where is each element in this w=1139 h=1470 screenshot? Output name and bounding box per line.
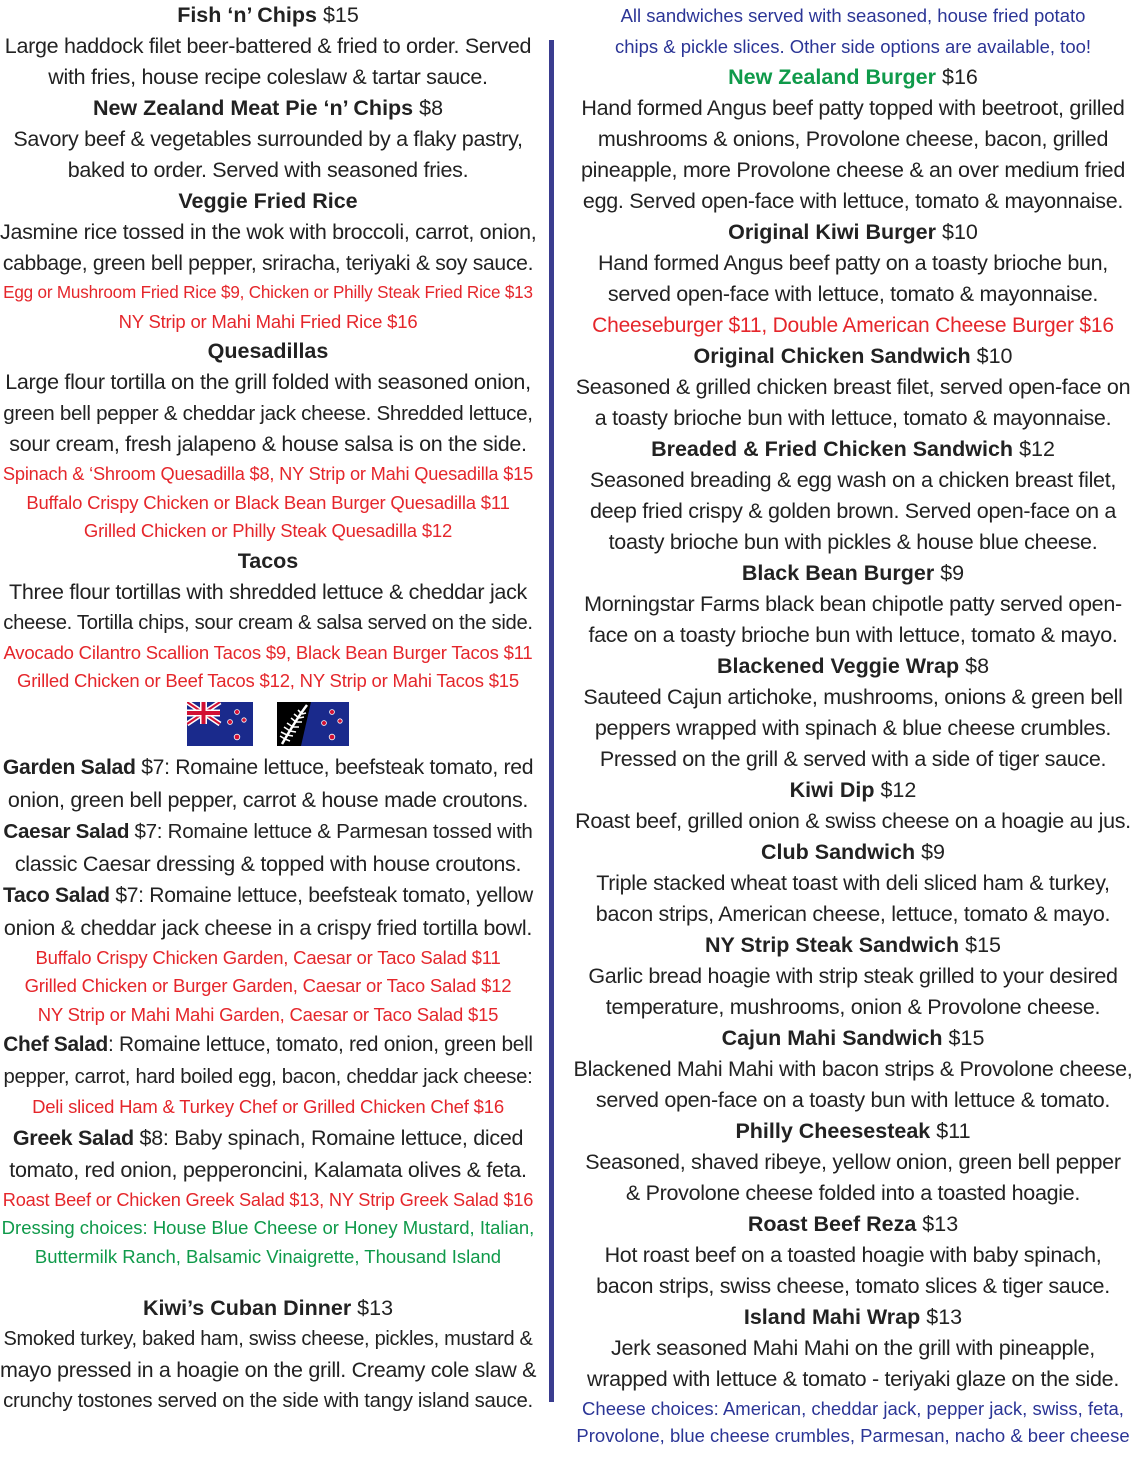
item-desc: Hot roast beef on a toasted hoagie with baby spinach, — [604, 1243, 1102, 1267]
flags-row — [0, 696, 536, 752]
dressing-note: Buttermilk Ranch, Balsamic Vinaigrette, Thousand Island — [34, 1245, 502, 1267]
item-desc: a toasty brioche bun with lettuce, tomato & mayonnaise. — [594, 406, 1112, 430]
item-desc: egg. Served open-face with lettuce, tomato & mayonnaise. — [582, 189, 1124, 213]
item-desc: Hand formed Angus beef patty on a toasty brioche bun, — [597, 251, 1108, 275]
item-option: NY Strip or Mahi Mahi Fried Rice $16 — [118, 310, 418, 332]
item-desc: Smoked turkey, baked ham, swiss cheese, pickles, mustard & — [3, 1328, 533, 1350]
item-desc: Three flour tortillas with shredded lettuce & cheddar jack — [9, 579, 527, 604]
item-desc: Jasmine rice tossed in the wok with broccoli, carrot, onion, — [0, 220, 537, 244]
item-desc: Large haddock filet beer-battered & fried to order. Served — [4, 34, 532, 58]
item-desc: served open-face with lettuce, tomato & mayonnaise. — [607, 282, 1099, 306]
left-column — [0, 0, 536, 1417]
sandwich-intro: chips & pickle slices. Other side options are available, too! — [614, 36, 1092, 57]
item-desc: pineapple, more Provolone cheese & an over medium fried — [580, 158, 1125, 182]
item-title: Caesar Salad $7: Romaine lettuce & Parmesan tossed with — [3, 819, 533, 843]
item-desc: pepper, carrot, hard boiled egg, bacon, cheddar jack cheese: — [3, 1066, 533, 1088]
item-desc: Garlic bread hoagie with strip steak grilled to your desired — [588, 964, 1118, 988]
item-title: New Zealand Burger $16 — [728, 65, 978, 89]
item-desc: mayo pressed in a hoagie on the grill. Creamy cole slaw & — [0, 1358, 537, 1382]
item-title: Greek Salad $8: Baby spinach, Romaine lettuce, diced — [12, 1125, 524, 1150]
item-desc: Morningstar Farms black bean chipotle patty served open- — [584, 592, 1122, 616]
item-title: Black Bean Burger $9 — [741, 561, 965, 585]
item-desc: crunchy tostones served on the side with tangy island sauce. — [3, 1390, 533, 1412]
item-title: Veggie Fried Rice — [178, 189, 358, 213]
item-title: Club Sandwich $9 — [761, 840, 945, 864]
item-option: Spinach & ‘Shroom Quesadilla $8, NY Strip or Mahi Quesadilla $15 — [2, 463, 534, 484]
item-desc: cheese. Tortilla chips, sour cream & salsa served on the side. — [3, 611, 533, 634]
item-desc: Seasoned breading & egg wash on a chicken breast filet, — [589, 468, 1117, 492]
item-desc: & Provolone cheese folded into a toasted hoagie. — [625, 1181, 1081, 1205]
cheese-note: Cheese choices: American, cheddar jack, pepper jack, swiss, feta, — [582, 1398, 1124, 1419]
item-title: Cajun Mahi Sandwich $15 — [721, 1026, 985, 1050]
item-title: Tacos — [237, 548, 299, 573]
item-desc: Hand formed Angus beef patty topped with beetroot, grilled — [581, 96, 1125, 120]
item-option: Roast Beef or Chicken Greek Salad $13, NY Strip Greek Salad $16 — [2, 1189, 534, 1210]
right-column — [570, 0, 1136, 1449]
item-title: Fish ‘n’ Chips $15 — [177, 3, 359, 27]
item-option: Deli sliced Ham & Turkey Chef or Grilled Chicken Chef $16 — [32, 1096, 504, 1117]
item-option: Egg or Mushroom Fried Rice $9, Chicken or Philly Steak Fried Rice $13 — [3, 283, 533, 302]
item-desc: with fries, house recipe coleslaw & tartar sauce. — [48, 65, 488, 89]
item-title: Island Mahi Wrap $13 — [743, 1305, 963, 1329]
item-option: Avocado Cilantro Scallion Tacos $9, Black Bean Burger Tacos $11 — [3, 641, 533, 663]
item-desc: served open-face on a toasty bun with lettuce & tomato. — [595, 1088, 1111, 1112]
item-desc: deep fried crispy & golden brown. Served open-face on a — [589, 499, 1117, 523]
item-option: Buffalo Crispy Chicken Garden, Caesar or Taco Salad $11 — [35, 946, 501, 968]
item-title: Original Chicken Sandwich $10 — [693, 344, 1013, 368]
item-option: Buffalo Crispy Chicken or Black Bean Burger Quesadilla $11 — [26, 491, 510, 513]
item-desc: Jerk seasoned Mahi Mahi on the grill with pineapple, — [611, 1336, 1095, 1360]
item-title: Garden Salad $7: Romaine lettuce, beefsteak tomato, red — [2, 755, 534, 779]
item-desc: bacon strips, American cheese, lettuce, tomato & mayo. — [595, 902, 1111, 926]
item-desc: onion, green bell pepper, carrot & house made croutons. — [7, 787, 529, 812]
cheese-note: Provolone, blue cheese crumbles, Parmesan, nacho & beer cheese — [576, 1425, 1130, 1446]
item-desc: Sauteed Cajun artichoke, mushrooms, onions & green bell — [583, 685, 1123, 709]
item-desc: Seasoned, shaved ribeye, yellow onion, green bell pepper — [585, 1150, 1121, 1174]
new-zealand-flag-icon — [187, 702, 253, 746]
item-desc: wrapped with lettuce & tomato - teriyaki glaze on the side. — [586, 1367, 1120, 1391]
item-title: Quesadillas — [207, 339, 329, 363]
dressing-note: Dressing choices: House Blue Cheese or Honey Mustard, Italian, — [1, 1217, 535, 1238]
item-desc: Large flour tortilla on the grill folded with seasoned onion, — [5, 370, 531, 394]
column-divider — [549, 40, 554, 1402]
item-title: Blackened Veggie Wrap $8 — [716, 654, 990, 678]
item-desc: bacon strips, swiss cheese, tomato slices & tiger sauce. — [596, 1274, 1110, 1298]
item-option: Cheeseburger $11, Double American Cheese Burger $16 — [592, 314, 1114, 337]
item-desc: toasty brioche bun with pickles & house blue cheese. — [608, 530, 1098, 554]
item-desc: Savory beef & vegetables surrounded by a flaky pastry, — [13, 127, 523, 151]
item-desc: Seasoned & grilled chicken breast filet, served open-face on — [575, 375, 1131, 399]
item-desc: mushrooms & onions, Provolone cheese, bacon, grilled — [597, 127, 1109, 151]
item-desc: onion & cheddar jack cheese in a crispy fried tortilla bowl. — [3, 915, 533, 940]
item-option: Grilled Chicken or Beef Tacos $12, NY Strip or Mahi Tacos $15 — [17, 670, 519, 691]
item-option: Grilled Chicken or Burger Garden, Caesar or Taco Salad $12 — [24, 975, 512, 996]
item-desc: Triple stacked wheat toast with deli sliced ham & turkey, — [596, 871, 1110, 895]
item-title: Original Kiwi Burger $10 — [728, 220, 978, 244]
item-title: Taco Salad $7: Romaine lettuce, beefsteak tomato, yellow — [3, 883, 533, 907]
item-desc: classic Caesar dressing & topped with house croutons. — [14, 851, 522, 876]
item-desc: face on a toasty brioche bun with lettuce, tomato & mayo. — [588, 623, 1118, 647]
item-title: New Zealand Meat Pie ‘n’ Chips $8 — [92, 96, 444, 120]
item-desc: Pressed on the grill & served with a side of tiger sauce. — [599, 747, 1107, 771]
item-desc: peppers wrapped with spinach & blue cheese crumbles. — [594, 716, 1112, 740]
item-title: NY Strip Steak Sandwich $15 — [705, 933, 1001, 957]
item-title: Breaded & Fried Chicken Sandwich $12 — [651, 437, 1055, 461]
item-desc: tomato, red onion, pepperoncini, Kalamata olives & feta. — [9, 1157, 527, 1182]
item-desc: temperature, mushrooms, onion & Provolone cheese. — [605, 995, 1101, 1019]
item-title: Roast Beef Reza $13 — [747, 1212, 959, 1236]
silver-fern-flag-icon — [277, 702, 349, 746]
item-desc: Roast beef, grilled onion & swiss cheese on a hoagie au jus. — [575, 809, 1131, 833]
item-title: Kiwi Dip $12 — [789, 778, 917, 802]
item-desc: green bell pepper & cheddar jack cheese. Shredded lettuce, — [3, 402, 533, 425]
item-option: Grilled Chicken or Philly Steak Quesadilla $12 — [83, 520, 453, 541]
item-option: NY Strip or Mahi Mahi Garden, Caesar or Taco Salad $15 — [37, 1003, 499, 1025]
item-desc: cabbage, green bell pepper, sriracha, teriyaki & soy sauce. — [2, 252, 534, 275]
item-title: Kiwi’s Cuban Dinner $13 — [142, 1296, 394, 1320]
item-title: Chef Salad: Romaine lettuce, tomato, red onion, green bell — [3, 1033, 533, 1056]
item-desc: baked to order. Served with seasoned fries. — [67, 158, 469, 182]
item-desc: Blackened Mahi Mahi with bacon strips & Provolone cheese, — [573, 1057, 1133, 1081]
item-title: Philly Cheesesteak $11 — [735, 1119, 971, 1143]
item-desc: sour cream, fresh jalapeno & house salsa is on the side. — [9, 432, 527, 456]
sandwich-intro: All sandwiches served with seasoned, house fried potato — [620, 5, 1086, 26]
